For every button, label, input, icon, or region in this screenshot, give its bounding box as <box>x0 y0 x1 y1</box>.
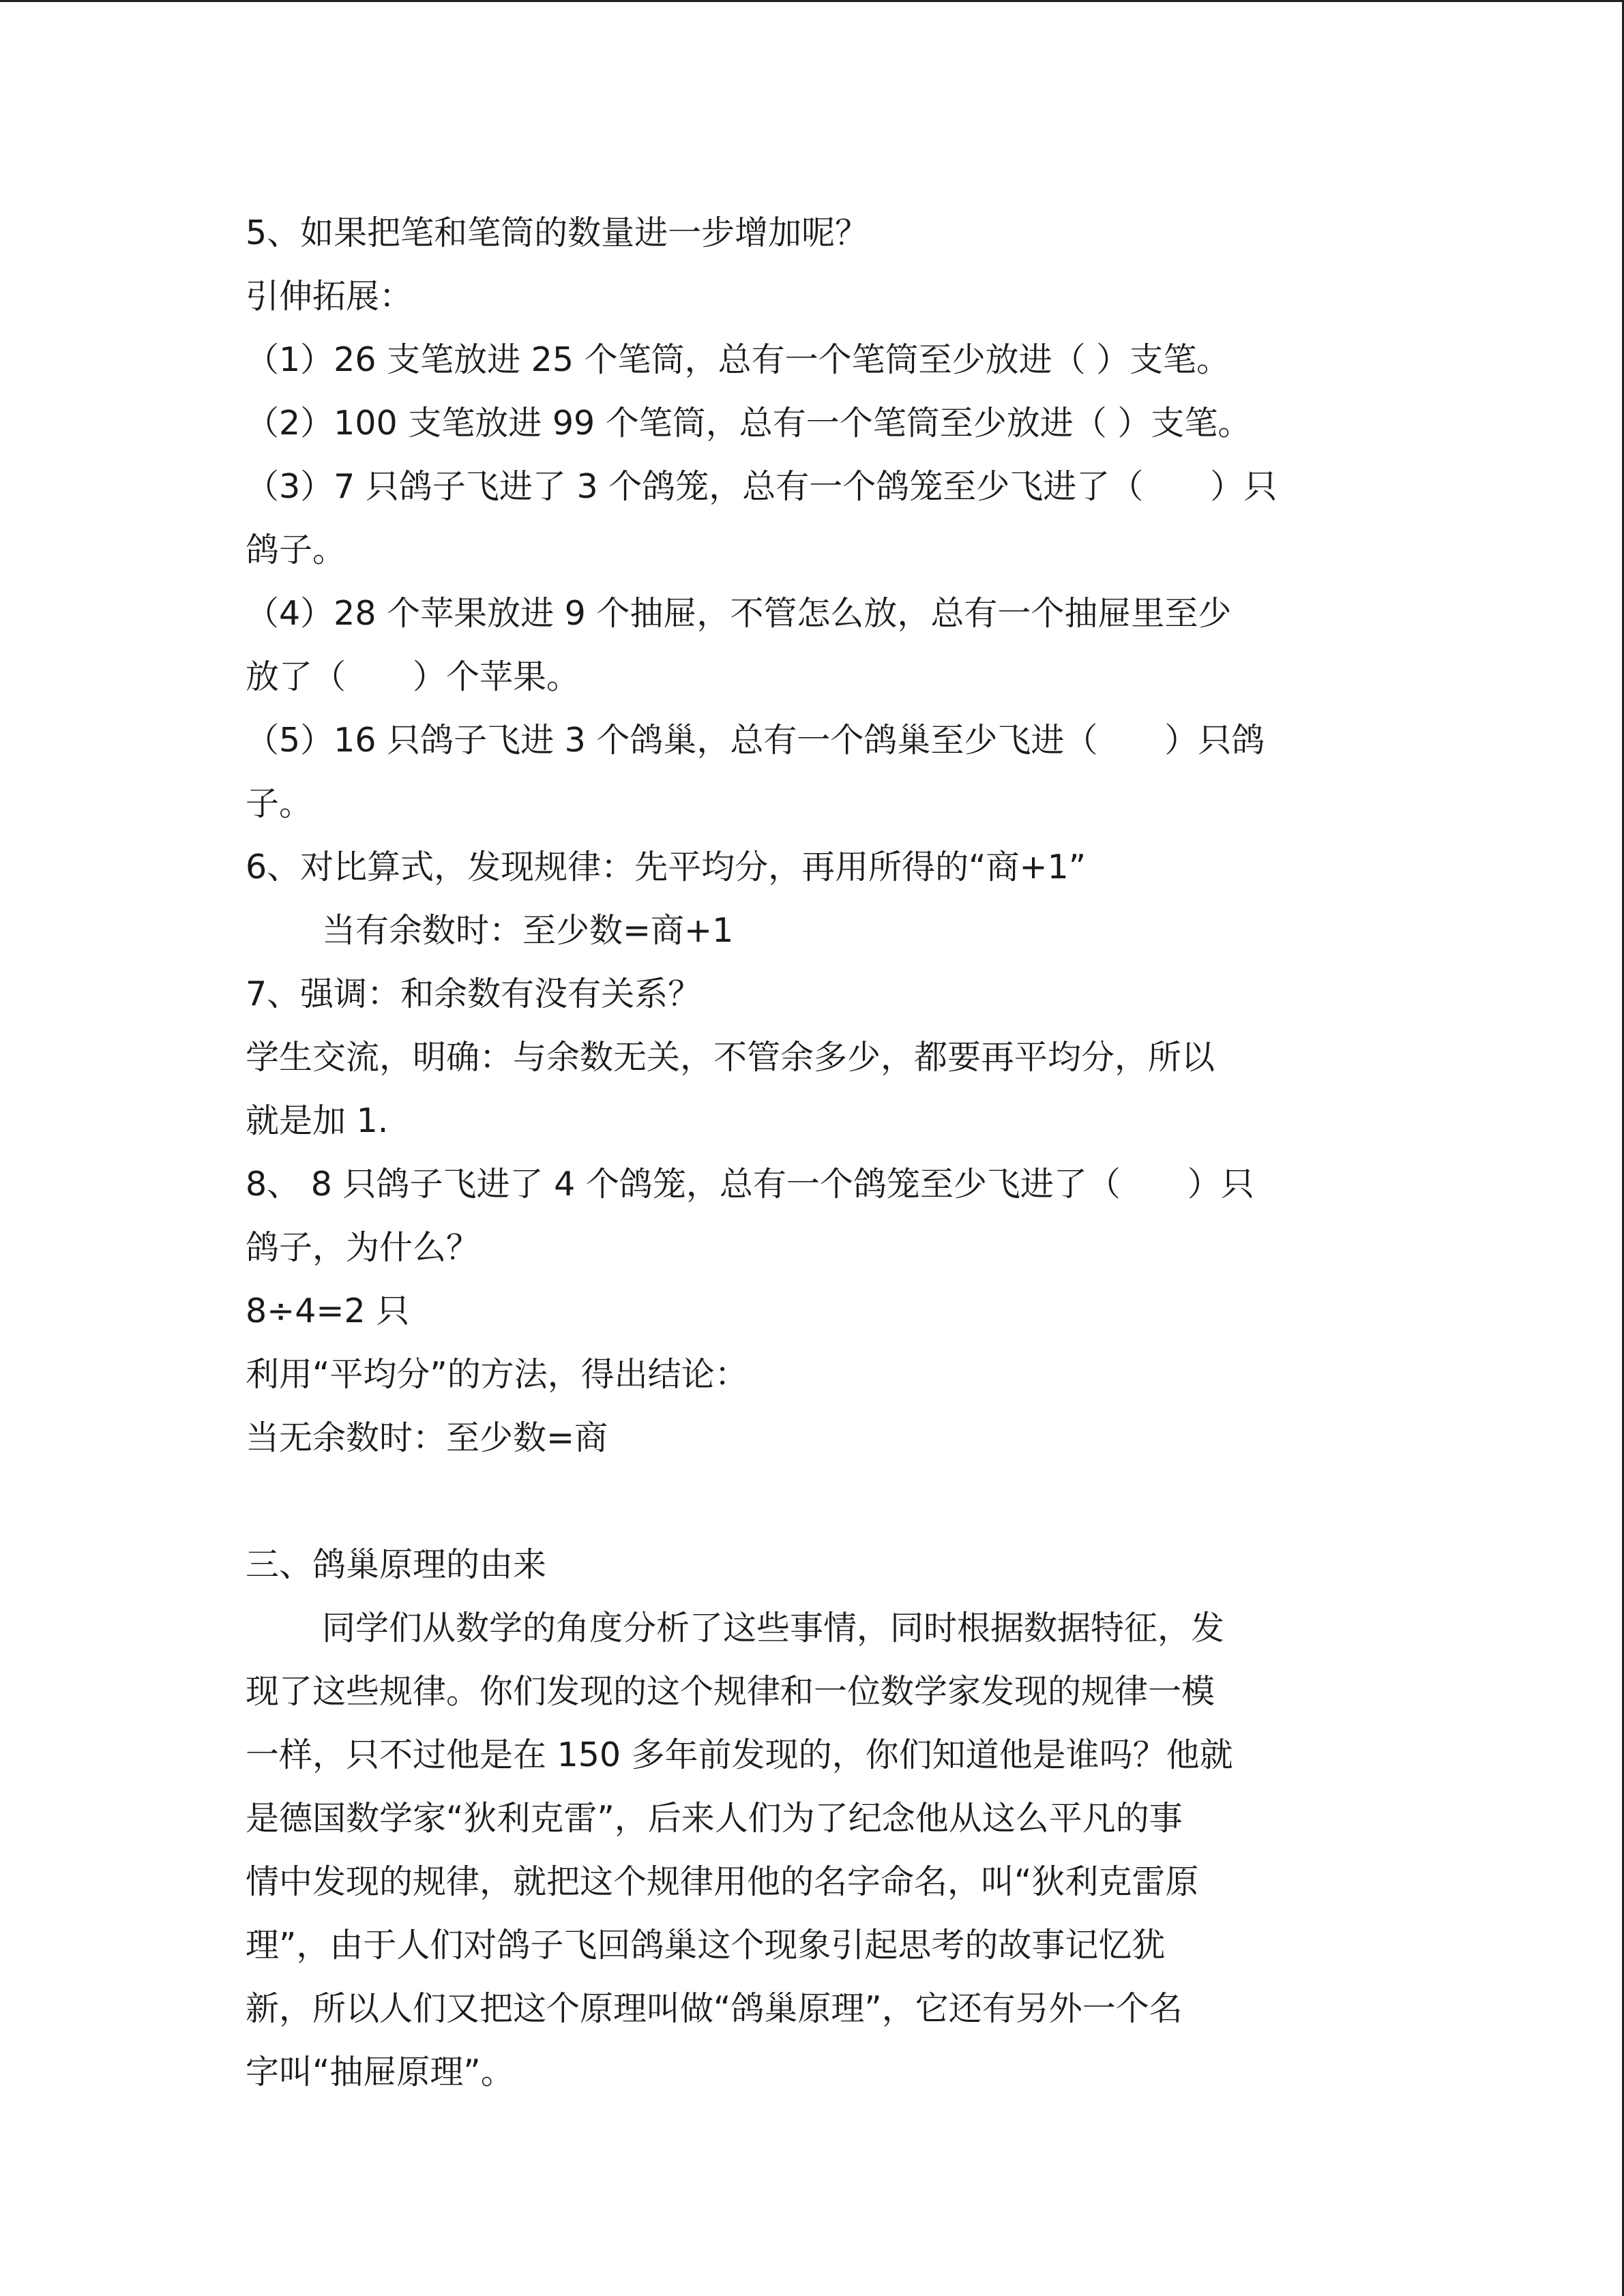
text-line-17: 鸽子，为什么？ <box>246 1228 480 1267</box>
text-line-12: 当有余数时：至少数=商+1 <box>322 911 734 950</box>
text-line-14: 学生交流，明确：与余数无关，不管余多少，都要再平均分，所以 <box>246 1038 1215 1077</box>
text-line-10: 子。 <box>246 784 313 823</box>
text-line-24: 现了这些规律。你们发现的这个规律和一位数学家发现的规律一模 <box>246 1672 1215 1711</box>
text-line-15: 就是加 1. <box>246 1101 389 1140</box>
text-line-28: 理”，由于人们对鸽子飞回鸽巢这个现象引起思考的故事记忆犹 <box>246 1926 1166 1965</box>
section-heading: 三、鸽巢原理的由来 <box>246 1545 547 1584</box>
text-line-4: （2）100 支笔放进 99 个笔筒，总有一个笔筒至少放进（ ）支笔。 <box>246 404 1252 443</box>
text-line-16: 8、 8 只鸽子飞进了 4 个鸽笼，总有一个鸽笼至少飞进了（ ）只 <box>246 1165 1254 1204</box>
blank-line <box>246 1470 1391 1533</box>
text-line-25: 一样，只不过他是在 150 多年前发现的，你们知道他是谁吗？他就 <box>246 1735 1233 1774</box>
text-line-7: （4）28 个苹果放进 9 个抽屉，不管怎么放，总有一个抽屉里至少 <box>246 594 1232 633</box>
text-line-13: 7、强调：和余数有没有关系？ <box>246 974 702 1013</box>
text-line-3: （1）26 支笔放进 25 个笔筒，总有一个笔筒至少放进（ ）支笔。 <box>246 340 1230 379</box>
text-line-20: 当无余数时：至少数=商 <box>246 1418 608 1457</box>
text-line-9: （5）16 只鸽子飞进 3 个鸽巢，总有一个鸽巢至少飞进（ ）只鸽 <box>246 721 1265 760</box>
text-line-11: 6、对比算式，发现规律：先平均分，再用所得的“商+1” <box>246 848 1087 886</box>
text-line-19: 利用“平均分”的方法，得出结论： <box>246 1355 748 1394</box>
text-line-29: 新，所以人们又把这个原理叫做“鸽巢原理”，它还有另外一个名 <box>246 1989 1183 2028</box>
document-body <box>246 201 1391 2104</box>
text-line-27: 情中发现的规律，就把这个规律用他的名字命名，叫“狄利克雷原 <box>246 1862 1199 1901</box>
page-top-border <box>0 0 1624 2</box>
text-line-6: 鸽子。 <box>246 531 346 569</box>
text-line-26: 是德国数学家“狄利克雷”，后来人们为了纪念他从这么平凡的事 <box>246 1799 1183 1838</box>
text-line-18: 8÷4=2 只 <box>246 1292 410 1330</box>
text-line-5: （3）7 只鸽子飞进了 3 个鸽笼，总有一个鸽笼至少飞进了（ ）只 <box>246 467 1278 506</box>
text-line-30: 字叫“抽屉原理”。 <box>246 2053 514 2091</box>
text-line-2: 引伸拓展： <box>246 277 413 316</box>
text-line-23: 同学们从数学的角度分析了这些事情，同时根据数据特征，发 <box>322 1609 1225 1648</box>
text-line-1: 5、如果把笔和笔筒的数量进一步增加呢？ <box>246 213 869 252</box>
text-line-8: 放了（ ）个苹果。 <box>246 657 580 696</box>
